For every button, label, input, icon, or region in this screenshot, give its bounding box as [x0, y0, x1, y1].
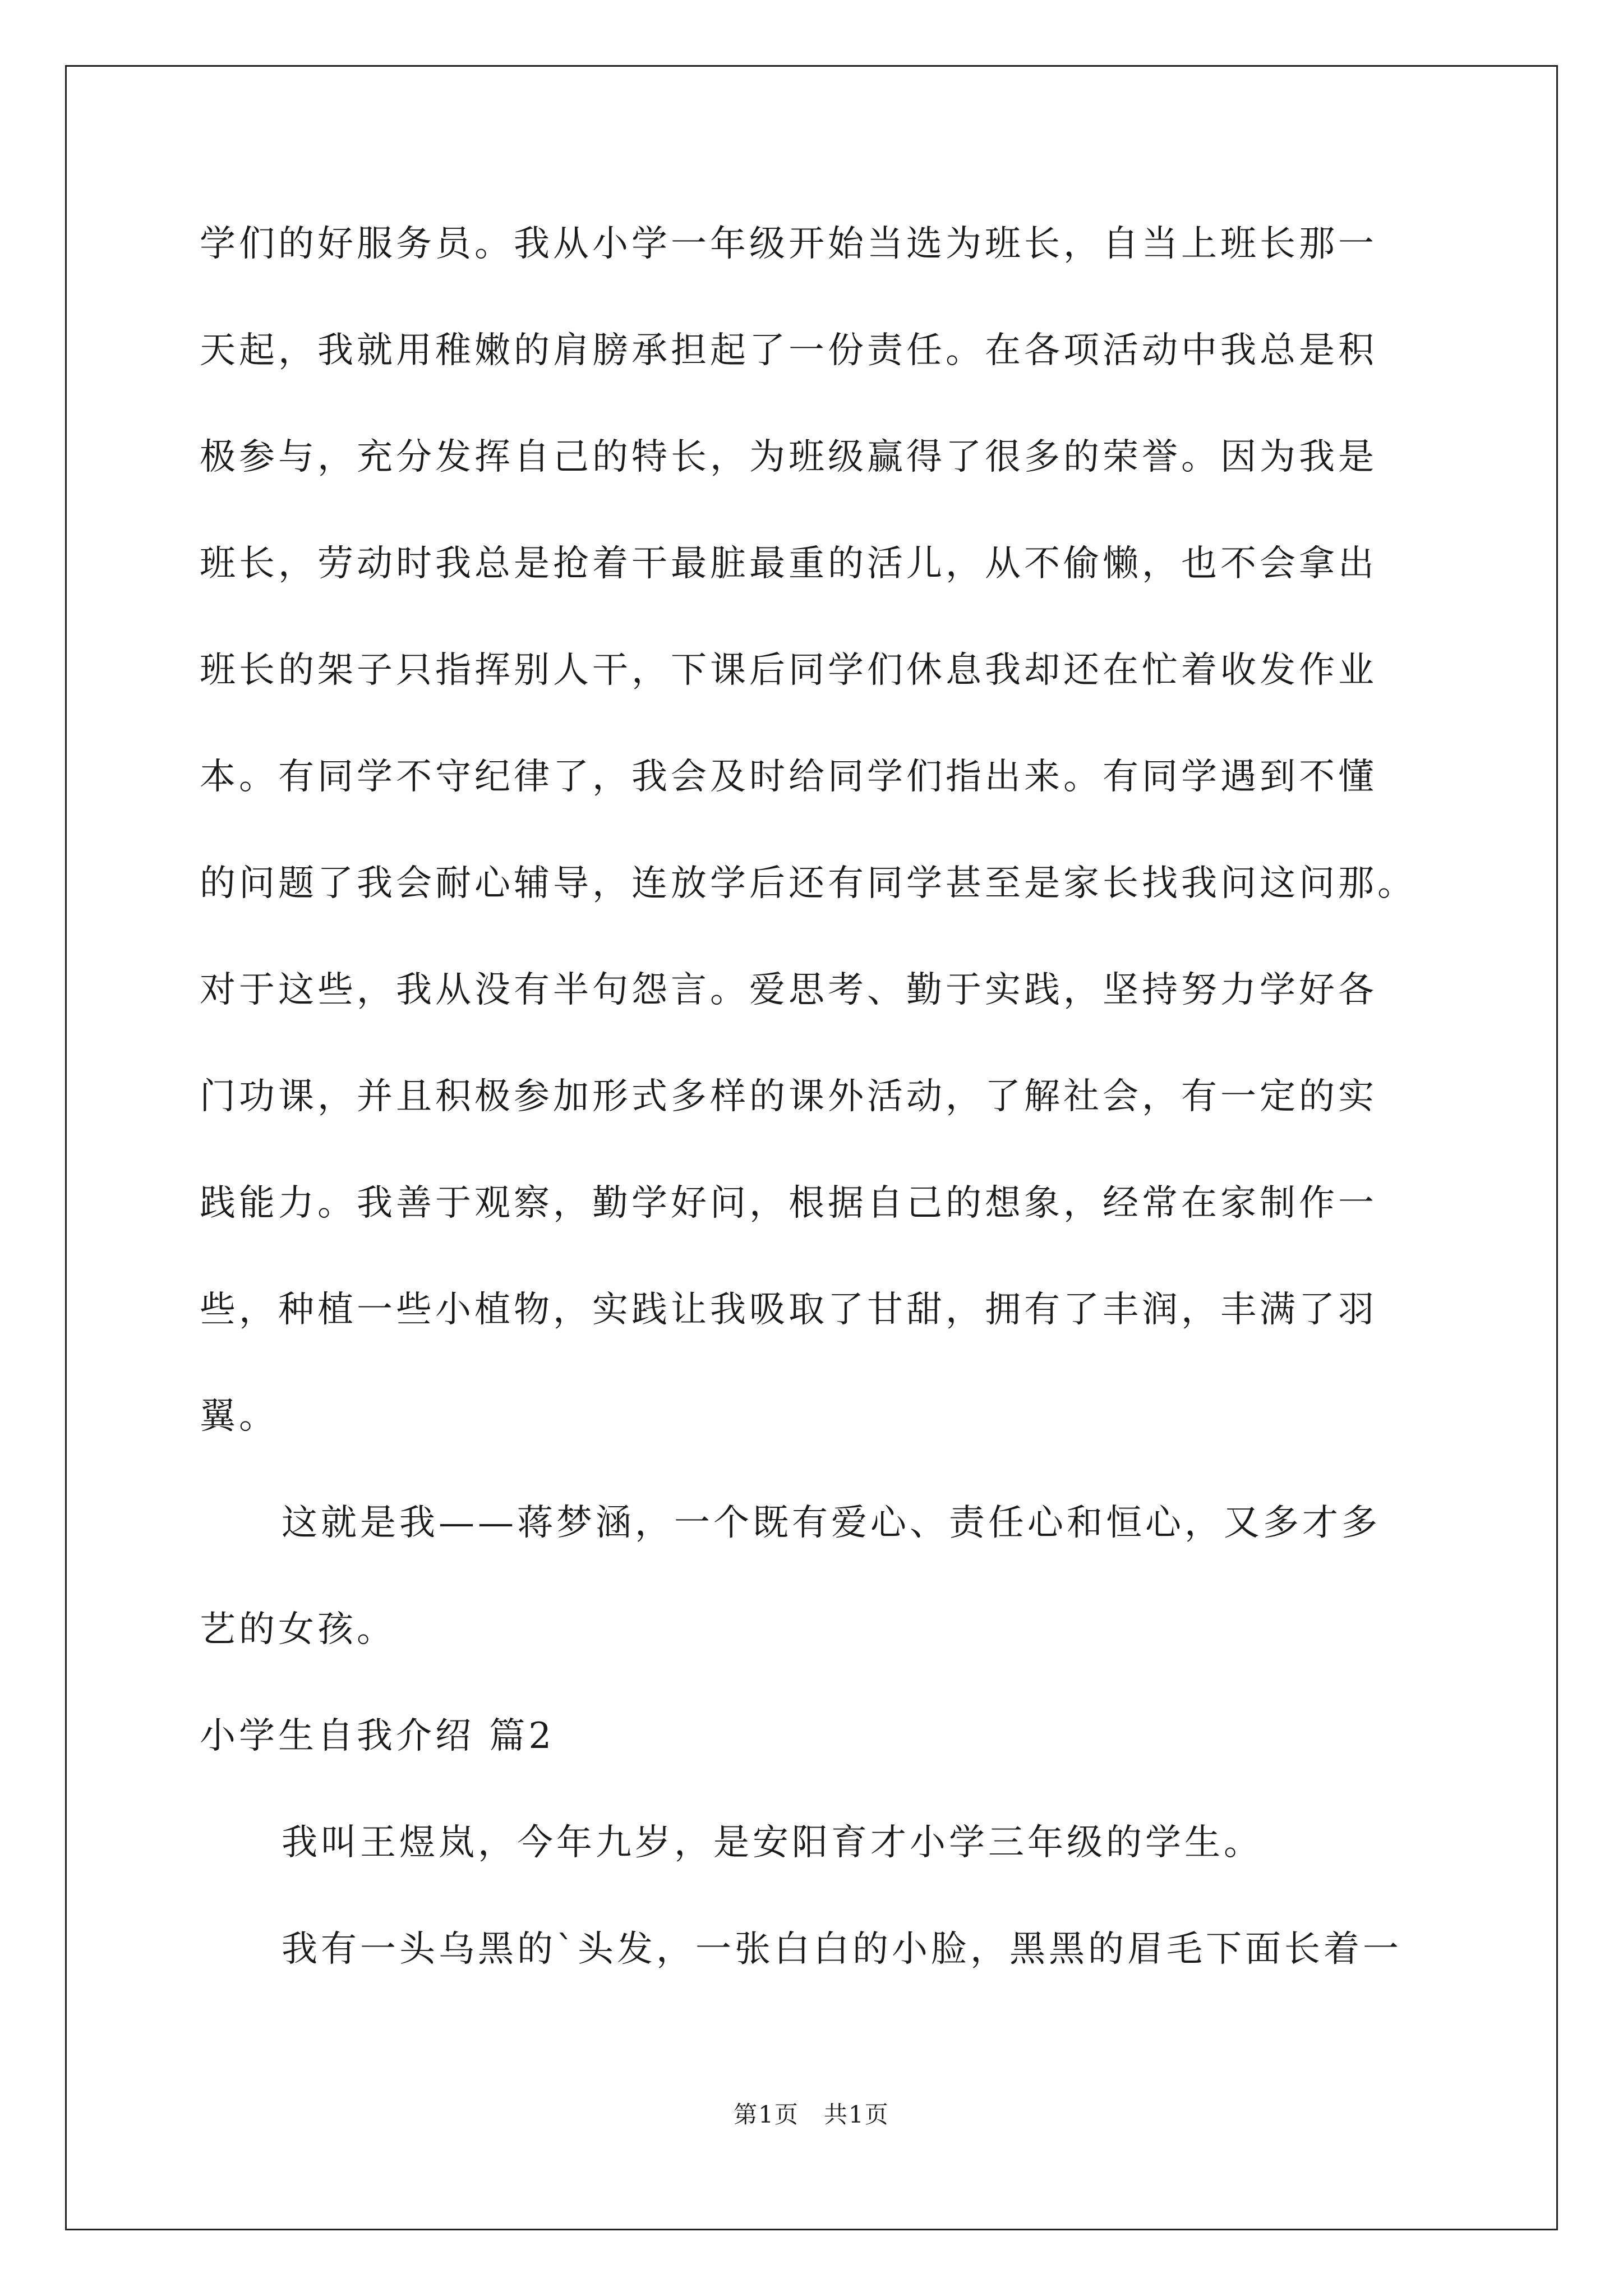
- body-line: 门功课，并且积极参加形式多样的课外活动，了解社会，有一定的实: [200, 1076, 1377, 1117]
- page-number-footer: 第1页 共1页: [734, 2101, 889, 2128]
- section-heading: 小学生自我介绍 篇2: [200, 1715, 555, 1757]
- body-line: 班长，劳动时我总是抢着干最脏最重的活儿，从不偷懒，也不会拿出: [200, 543, 1377, 585]
- document-body: [200, 191, 1422, 2003]
- body-line: 翼。: [200, 1396, 278, 1437]
- paragraph-start-line: 我有一头乌黑的`头发，一张白白的小脸，黑黑的眉毛下面长着一: [282, 1929, 1402, 1970]
- body-line: 天起，我就用稚嫩的肩膀承担起了一份责任。在各项活动中我总是积: [200, 330, 1377, 371]
- paragraph-start-line: 我叫王煜岚，今年九岁，是安阳育才小学三年级的学生。: [282, 1822, 1263, 1864]
- body-line: 艺的女孩。: [200, 1609, 396, 1650]
- body-line: 学们的好服务员。我从小学一年级开始当选为班长，自当上班长那一: [200, 223, 1377, 265]
- body-line: 些，种植一些小植物，实践让我吸取了甘甜，拥有了丰润，丰满了羽: [200, 1289, 1377, 1331]
- body-line: 对于这些，我从没有半句怨言。爱思考、勤于实践，坚持努力学好各: [200, 969, 1377, 1011]
- body-line: 班长的架子只指挥别人干，下课后同学们休息我却还在忙着收发作业: [200, 650, 1377, 691]
- body-line: 践能力。我善于观察，勤学好问，根据自己的想象，经常在家制作一: [200, 1182, 1377, 1224]
- body-line: 的问题了我会耐心辅导，连放学后还有同学甚至是家长找我问这问那。: [200, 863, 1417, 904]
- paragraph-start-line: 这就是我——蒋梦涵，一个既有爱心、责任心和恒心，又多才多: [282, 1502, 1381, 1544]
- body-line: 本。有同学不守纪律了，我会及时给同学们指出来。有同学遇到不懂: [200, 756, 1377, 798]
- body-line: 极参与，充分发挥自己的特长，为班级赢得了很多的荣誉。因为我是: [200, 436, 1377, 478]
